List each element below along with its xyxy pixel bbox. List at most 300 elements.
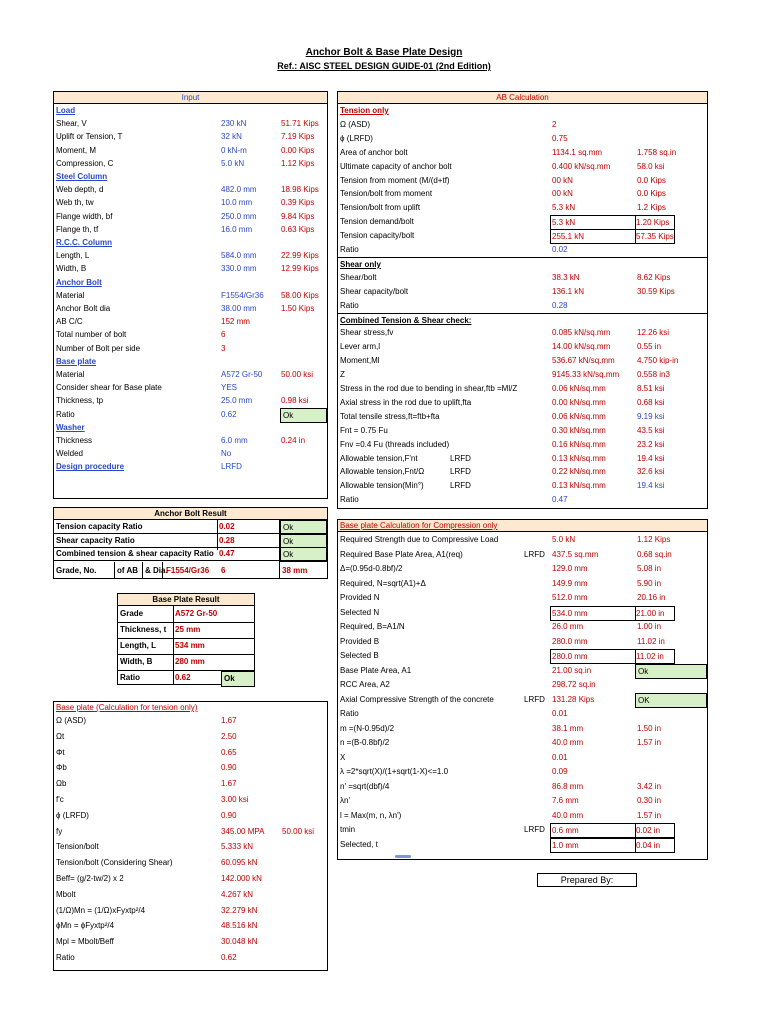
bp-comp-value: 26.0 mm (552, 622, 584, 631)
input-value-primary: 5.0 kN (221, 158, 245, 168)
bp-tension-value: 0.65 (221, 747, 237, 757)
ab-calc-label: Shear stress,fv (340, 328, 394, 338)
ab-calc-row (338, 160, 707, 173)
bp-tension-value: 1.67 (221, 716, 237, 725)
bp-comp-label: n =(B-0.8bf)/2 (340, 738, 390, 747)
bp-tension-label: f'c (56, 795, 64, 804)
bp-comp-value: 40.0 mm (552, 810, 584, 820)
grade-label-a: Grade, No. (56, 566, 97, 575)
bp-comp-label: Required Strength due to Compressive Load (340, 535, 499, 544)
input-label: AB C/C (56, 317, 83, 327)
bp-result-value: 280 mm (175, 657, 205, 666)
ab-calc-value: 0.13 kN/sq.mm (552, 453, 606, 463)
ab-calc-row (338, 229, 707, 242)
input-value-primary: F1554/Gr36 (221, 290, 264, 300)
ab-calc-value: 0.06 kN/sq.mm (552, 384, 606, 393)
bp-comp-row (338, 722, 707, 735)
ab-calc-row (338, 313, 707, 327)
input-section-label: Design procedure (56, 462, 125, 472)
bp-comp-label: Selected, t (340, 839, 378, 849)
ab-calc-value: 0.47 (552, 495, 568, 505)
bp-tension-label: fy (56, 826, 63, 836)
bp-comp-value-secondary: 0.68 sq.in (637, 549, 672, 559)
ab-calc-row (338, 382, 707, 395)
input-label: Anchor Bolt dia (56, 304, 111, 313)
bp-comp-label: Axial Compressive Strength of the concrete (340, 694, 494, 704)
bp-tension-value: 345.00 MPA (221, 826, 265, 836)
input-value-primary: 0 kN-m (221, 145, 247, 155)
bp-tension-row (54, 919, 327, 932)
input-header: Input (54, 92, 327, 104)
bp-comp-row (338, 707, 707, 720)
bp-tension-label: Beff= (g/2-tw/2) x 2 (56, 874, 124, 883)
input-row (54, 460, 327, 473)
ab-result-label: Tension capacity Ratio (56, 522, 143, 531)
input-value-primary: 38.00 mm (221, 304, 257, 313)
ab-calc-value: 0.00 kN/sq.mm (552, 397, 606, 407)
bp-comp-value: 280.0 mm (552, 636, 588, 646)
bp-comp-row (338, 823, 707, 836)
bp-comp-row (338, 693, 707, 706)
input-row (54, 262, 327, 275)
bp-tension-value: 0.90 (221, 763, 237, 773)
input-row (54, 196, 327, 209)
ab-result-label: Shear capacity Ratio (56, 535, 135, 545)
bp-result-row (118, 670, 254, 686)
input-row (54, 328, 327, 341)
bp-comp-row (338, 794, 707, 807)
bp-comp-row (338, 780, 707, 793)
anchor-bolt-result-panel (53, 507, 328, 579)
bp-comp-value-secondary: 20.16 in (637, 593, 666, 602)
grade-label-b: of AB (117, 566, 139, 575)
bp-comp-row (338, 751, 707, 764)
bp-comp-row (338, 678, 707, 691)
bp-comp-value: 0.01 (552, 709, 568, 718)
input-value-primary: 152 mm (221, 317, 250, 327)
ab-grade-row (54, 562, 327, 579)
input-label: Thickness (56, 436, 93, 445)
ab-calc-label: Fnv =0.4 Fu (threads included) (340, 439, 450, 449)
ab-calc-label: Ratio (340, 300, 359, 310)
col-divider (173, 605, 174, 684)
bp-tension-label: Ratio (56, 953, 75, 962)
ab-result-ratio: 0.02 (219, 522, 235, 531)
input-value-secondary: 18.98 Kips (281, 185, 319, 195)
ab-calc-row (338, 465, 707, 478)
method-label: LRFD (450, 481, 471, 491)
bp-comp-value: 149.9 mm (552, 578, 588, 588)
input-value-primary: A572 Gr-50 (221, 370, 263, 379)
ab-calc-value-secondary: 1.2 Kips (637, 203, 666, 213)
bp-tension-value: 2.50 (221, 731, 237, 741)
input-label: Welded (56, 449, 83, 459)
ab-calc-label: Axial stress in the rod due to uplift,fta (340, 397, 472, 407)
grade-value: F1554/Gr36 (166, 566, 210, 575)
ab-calc-value: 0.06 kN/sq.mm (552, 411, 606, 421)
input-value-primary: 3 (221, 343, 226, 353)
ab-calc-row (338, 299, 707, 312)
ab-calc-value-secondary: 1.758 sq.in (637, 147, 677, 157)
ab-calc-value-boxed: 5.3 kN (550, 215, 636, 230)
input-label: Web depth, d (56, 185, 104, 195)
ab-calc-label: Total tensile stress,ft=ftb+fta (340, 411, 440, 421)
input-section-label: Load (56, 106, 76, 115)
bp-result-value: A572 Gr-50 (175, 609, 218, 618)
bp-comp-value: 512.0 mm (552, 593, 588, 602)
bp-comp-value-boxed-secondary: 21.00 in (635, 606, 675, 621)
ab-calc-row (338, 285, 707, 298)
col-divider (162, 562, 163, 578)
bp-tension-row (54, 809, 327, 822)
bp-comp-row (338, 838, 707, 851)
bp-comp-label: Required, N=sqrt(A1)+Δ (340, 578, 426, 588)
bp-result-row (118, 654, 254, 670)
base-plate-result-panel (117, 593, 255, 685)
bolt-count: 6 (221, 566, 226, 575)
bolt-dia: 38 mm (282, 566, 308, 575)
ab-calc-label: ϕ (LRFD) (340, 133, 373, 143)
ab-calc-value: 2 (552, 119, 557, 129)
bp-tension-label: Tension/bolt (56, 842, 99, 852)
ab-calc-row (338, 438, 707, 451)
bp-comp-value: 129.0 mm (552, 564, 588, 573)
bp-comp-label: λ =2*sqrt(X)/(1+sqrt(1-X)<=1.0 (340, 767, 449, 776)
input-value-primary: YES (221, 383, 238, 393)
bp-tension-label: Ω (ASD) (56, 716, 86, 725)
bp-tension-value: 32.279 kN (221, 905, 258, 915)
input-section-label: Washer (56, 422, 85, 432)
bp-comp-row (338, 548, 707, 561)
bp-tension-row (54, 793, 327, 806)
bp-tension-label: (1/Ω)Mn = (1/Ω)xFyxtp²/4 (56, 905, 146, 915)
ab-calc-row (338, 271, 707, 284)
input-value-primary: 330.0 mm (221, 264, 257, 274)
bp-tension-value: 142.000 kN (221, 874, 262, 883)
ab-calc-value-secondary: 0.68 ksi (637, 397, 665, 407)
input-value-primary: 0.62 (221, 409, 237, 419)
input-value-primary: 25.0 mm (221, 396, 253, 406)
col-divider (217, 519, 218, 550)
ab-calc-row (338, 187, 707, 200)
ab-calc-row (338, 146, 707, 159)
bp-tension-value: 60.095 kN (221, 858, 258, 868)
anchor-bolt-result-header: Anchor Bolt Result (54, 508, 327, 520)
bp-comp-value: 0.09 (552, 767, 568, 776)
input-label: Length, L (56, 251, 90, 261)
base-plate-tension-panel (53, 701, 328, 971)
bp-comp-label: tmin (340, 825, 356, 834)
cursor-mark (395, 855, 411, 858)
ab-calc-value-secondary: 0.0 Kips (637, 175, 666, 185)
ab-calc-row (338, 104, 707, 117)
ab-calc-label: Ω (ASD) (340, 119, 370, 129)
input-value-secondary: 50.00 ksi (281, 370, 314, 379)
ab-calc-row (338, 493, 707, 506)
ab-calc-value-secondary: 19.4 ksi (637, 453, 665, 463)
ab-calc-section: Tension only (340, 106, 389, 115)
bp-comp-value: 7.6 mm (552, 796, 579, 805)
ab-calc-value-boxed: 255.1 kN (550, 229, 636, 244)
bp-comp-value-secondary: 1.57 in (637, 738, 662, 747)
ab-calc-label: Moment,Ml (340, 356, 380, 366)
bp-result-label: Thickness, t (120, 625, 167, 634)
ab-calc-label: Shear capacity/bolt (340, 286, 409, 296)
ab-calc-label: Allowable tension(Min°) (340, 481, 424, 491)
input-row (54, 104, 327, 117)
bp-tension-value: 0.62 (221, 953, 237, 962)
ab-calc-value: 0.400 kN/sq.mm (552, 161, 611, 171)
input-row (54, 130, 327, 143)
grade-label-c: & Dia. (145, 566, 168, 575)
input-value-secondary: 22.99 Kips (281, 251, 319, 261)
bp-comp-value-boxed-secondary: 0.04 in (635, 838, 675, 853)
ab-calc-value-boxed-secondary: 57.35 Kips (635, 229, 675, 244)
input-section-label: Steel Column (56, 172, 108, 181)
bp-comp-value-boxed: 1.0 mm (550, 838, 636, 853)
ab-result-ratio: 0.47 (219, 549, 235, 558)
bp-tension-row (54, 714, 327, 727)
input-section-label: Anchor Bolt (56, 277, 102, 287)
bp-tension-value: 30.048 kN (221, 937, 258, 947)
bp-comp-value: 40.0 mm (552, 738, 584, 747)
input-value-primary: 6.0 mm (221, 436, 248, 445)
ab-calc-label: Tension/bolt from moment (340, 189, 433, 199)
bp-comp-value: 86.8 mm (552, 781, 584, 791)
method-label: LRFD (524, 694, 545, 704)
input-row (54, 236, 327, 249)
ab-calc-row (338, 410, 707, 423)
ab-calc-row (338, 118, 707, 131)
ab-calc-row (338, 354, 707, 367)
ab-calc-value: 9145.33 kN/sq.mm (552, 370, 620, 380)
bp-tension-row (54, 777, 327, 790)
ab-calc-row (338, 396, 707, 409)
ab-calculation-panel (337, 91, 708, 509)
bp-comp-row (338, 577, 707, 590)
input-row (54, 144, 327, 157)
bp-comp-value-secondary: 3.42 in (637, 781, 662, 791)
bp-comp-row (338, 591, 707, 604)
bp-comp-row (338, 620, 707, 633)
bp-result-row (118, 622, 254, 638)
input-value-secondary: 7.19 Kips (281, 132, 315, 142)
row-divider (54, 560, 327, 561)
method-label: LRFD (450, 467, 471, 477)
bp-tension-label: Tension/bolt (Considering Shear) (56, 858, 173, 868)
bp-comp-label: Required, B=A1/N (340, 622, 405, 631)
bp-comp-value-boxed-secondary: 11.02 in (635, 649, 675, 664)
bp-comp-label: Ratio (340, 709, 359, 718)
ab-calc-subsection: Shear only (340, 259, 381, 269)
bp-tension-row (54, 746, 327, 759)
ab-calc-label: Ratio (340, 495, 359, 505)
input-panel (53, 91, 328, 499)
bp-comp-value-secondary: 1.57 in (637, 810, 662, 820)
bp-comp-label: n' =sqrt(dbf)/4 (340, 781, 390, 791)
input-label: Web th, tw (56, 198, 94, 208)
input-value-primary: 584.0 mm (221, 251, 257, 261)
ab-calc-value: 136.1 kN (552, 286, 585, 296)
bp-tension-row (54, 888, 327, 901)
ab-calc-value-secondary: 58.0 ksi (637, 161, 665, 171)
ab-calc-subsection: Combined Tension & Shear check: (340, 315, 472, 325)
input-value-primary: 10.0 mm (221, 198, 253, 208)
input-label: Consider shear for Base plate (56, 383, 162, 393)
ok-badge: Ok (280, 408, 327, 423)
ab-calc-row (338, 340, 707, 353)
input-label: Total number of bolt (56, 330, 127, 340)
ab-calc-label: Lever arm,l (340, 342, 381, 352)
ok-badge: Ok (221, 671, 255, 687)
ab-calc-label: Stress in the rod due to bending in shear,ftb =Ml/Z (340, 384, 518, 393)
bp-result-row (118, 638, 254, 654)
ab-calc-label: Tension capacity/bolt (340, 231, 415, 241)
input-row (54, 355, 327, 368)
input-label: Moment, M (56, 145, 97, 155)
bp-comp-value-secondary: 5.90 in (637, 578, 662, 588)
bp-result-value: 0.62 (175, 673, 191, 682)
input-row (54, 289, 327, 302)
prepared-by-box: Prepared By: (537, 873, 637, 887)
ab-calc-value-secondary: 4.750 kip-in (637, 356, 679, 366)
input-label: Width, B (56, 264, 87, 274)
bp-tension-row (54, 761, 327, 774)
ab-calc-value-secondary: 30.59 Kips (637, 286, 675, 296)
ab-calc-row (338, 243, 707, 256)
ab-calc-value: 0.28 (552, 300, 568, 310)
bp-comp-row (338, 736, 707, 749)
input-value-secondary: 0.98 ksi (281, 396, 309, 406)
bp-tension-value: 3.00 ksi (221, 795, 249, 804)
ab-calc-value-secondary: 43.5 ksi (637, 425, 665, 435)
input-value-primary: 250.0 mm (221, 211, 257, 221)
input-row (54, 368, 327, 381)
ab-calc-value-secondary: 8.62 Kips (637, 272, 671, 282)
ab-result-row (54, 547, 327, 560)
bp-comp-value-boxed: 534.0 mm (550, 606, 636, 621)
bp-comp-label: X (340, 752, 346, 762)
ok-badge: Ok (635, 664, 707, 679)
ab-calc-value-boxed-secondary: 1.20 Kips (635, 215, 675, 230)
page-title: Anchor Bolt & Base Plate Design (305, 47, 463, 58)
ab-calc-row (338, 257, 707, 271)
ab-calc-label: Area of anchor bolt (340, 147, 408, 157)
bp-comp-row (338, 606, 707, 619)
bp-comp-value-secondary: 0.30 in (637, 796, 662, 805)
bp-comp-value-secondary: 5.08 in (637, 564, 662, 573)
bp-tension-row (54, 951, 327, 964)
ab-calc-label: Shear/bolt (340, 272, 377, 282)
base-plate-compression-panel (337, 519, 708, 860)
bp-comp-value: 0.01 (552, 752, 568, 762)
bp-comp-label: Provided B (340, 636, 380, 646)
input-value-secondary: 0.63 Kips (281, 224, 315, 234)
ab-calc-row (338, 424, 707, 437)
ab-result-row (54, 520, 327, 533)
ab-calc-value: 38.3 kN (552, 272, 580, 282)
bp-tension-row (54, 872, 327, 885)
ab-calc-value-secondary: 32.6 ksi (637, 467, 665, 477)
bp-comp-label: RCC Area, A2 (340, 680, 390, 689)
input-label: Shear, V (56, 119, 87, 129)
method-label: LRFD (524, 549, 545, 559)
ab-calc-row (338, 215, 707, 228)
ab-calc-value: 5.3 kN (552, 203, 576, 213)
reference-line: Ref.: AISC STEEL DESIGN GUIDE-01 (2nd Edition) (277, 61, 491, 71)
input-value-secondary: 0.00 Kips (281, 145, 315, 155)
bp-tension-value: 0.90 (221, 810, 237, 820)
bp-tension-row (54, 825, 327, 838)
ab-calc-label: Ultimate capacity of anchor bolt (340, 161, 452, 171)
bp-comp-label: λn' (340, 796, 350, 805)
input-value-secondary: 51.71 Kips (281, 119, 319, 129)
ab-result-label: Combined tension & shear capacity Ratio (56, 549, 214, 558)
input-row (54, 157, 327, 170)
bp-tension-value: 5.333 kN (221, 842, 254, 852)
ab-calc-label: Fnt = 0.75 Fu (340, 425, 388, 435)
bp-tension-label: Φt (56, 747, 65, 757)
bp-tension-label: ϕMn = ϕFyxtp²/4 (56, 921, 115, 931)
bp-comp-value: 298.72 sq.in (552, 680, 596, 689)
bp-tension-value: 1.67 (221, 779, 237, 789)
ab-calculation-header: AB Calculation (338, 92, 707, 104)
ab-calc-value-secondary: 23.2 ksi (637, 439, 665, 449)
bp-result-value: 25 mm (175, 625, 201, 634)
input-row (54, 315, 327, 328)
bp-result-row (118, 606, 254, 622)
input-value-secondary: 58.00 Kips (281, 290, 319, 300)
ab-calc-row (338, 326, 707, 339)
ab-calc-value: 536.67 kN/sq.mm (552, 356, 615, 366)
ab-result-ratio: 0.28 (219, 535, 235, 545)
input-value-secondary: 1.50 Kips (281, 304, 315, 313)
bp-comp-label: m =(N-0.95d)/2 (340, 723, 395, 733)
input-row (54, 302, 327, 315)
ab-calc-value-secondary: 8.51 ksi (637, 384, 665, 393)
input-row (54, 249, 327, 262)
bp-result-label: Width, B (120, 657, 153, 666)
ab-calc-value-secondary: 19.4 ksi (637, 481, 665, 491)
ab-calc-value-secondary: 0.0 Kips (637, 189, 666, 199)
bp-comp-value: 437.5 sq.mm (552, 549, 599, 559)
bp-comp-row (338, 562, 707, 575)
bp-tension-label: ϕ (LRFD) (56, 810, 89, 820)
method-label: LRFD (450, 453, 471, 463)
bp-tension-label: Ωb (56, 779, 67, 789)
input-row (54, 421, 327, 434)
base-plate-result-header: Base Plate Result (118, 594, 254, 606)
ok-badge: OK (635, 693, 707, 708)
ab-calc-label: Tension demand/bolt (340, 217, 414, 227)
bp-comp-label: Provided N (340, 593, 380, 602)
bp-tension-value: 4.267 kN (221, 889, 254, 899)
bp-tension-value-secondary: 50.00 ksi (282, 826, 315, 836)
ab-calc-value: 1134.1 sq.mm (552, 147, 603, 157)
ok-badge: Ok (280, 547, 327, 562)
bp-comp-label: Δ=(0.95d-0.8bf)/2 (340, 564, 403, 573)
ab-calc-row (338, 368, 707, 381)
input-label: Flange width, bf (56, 211, 113, 221)
bp-comp-label: l = Max(m, n, λn') (340, 810, 402, 820)
ab-calc-label: Tension from moment (M/(d+tf) (340, 175, 450, 185)
ab-calc-value-secondary: 0.55 in (637, 342, 662, 352)
bp-comp-value: 5.0 kN (552, 535, 576, 544)
input-row (54, 408, 327, 421)
input-label: Number of Bolt per side (56, 343, 141, 353)
bp-comp-value-boxed-secondary: 0.02 in (635, 823, 675, 838)
ab-calc-row (338, 479, 707, 492)
